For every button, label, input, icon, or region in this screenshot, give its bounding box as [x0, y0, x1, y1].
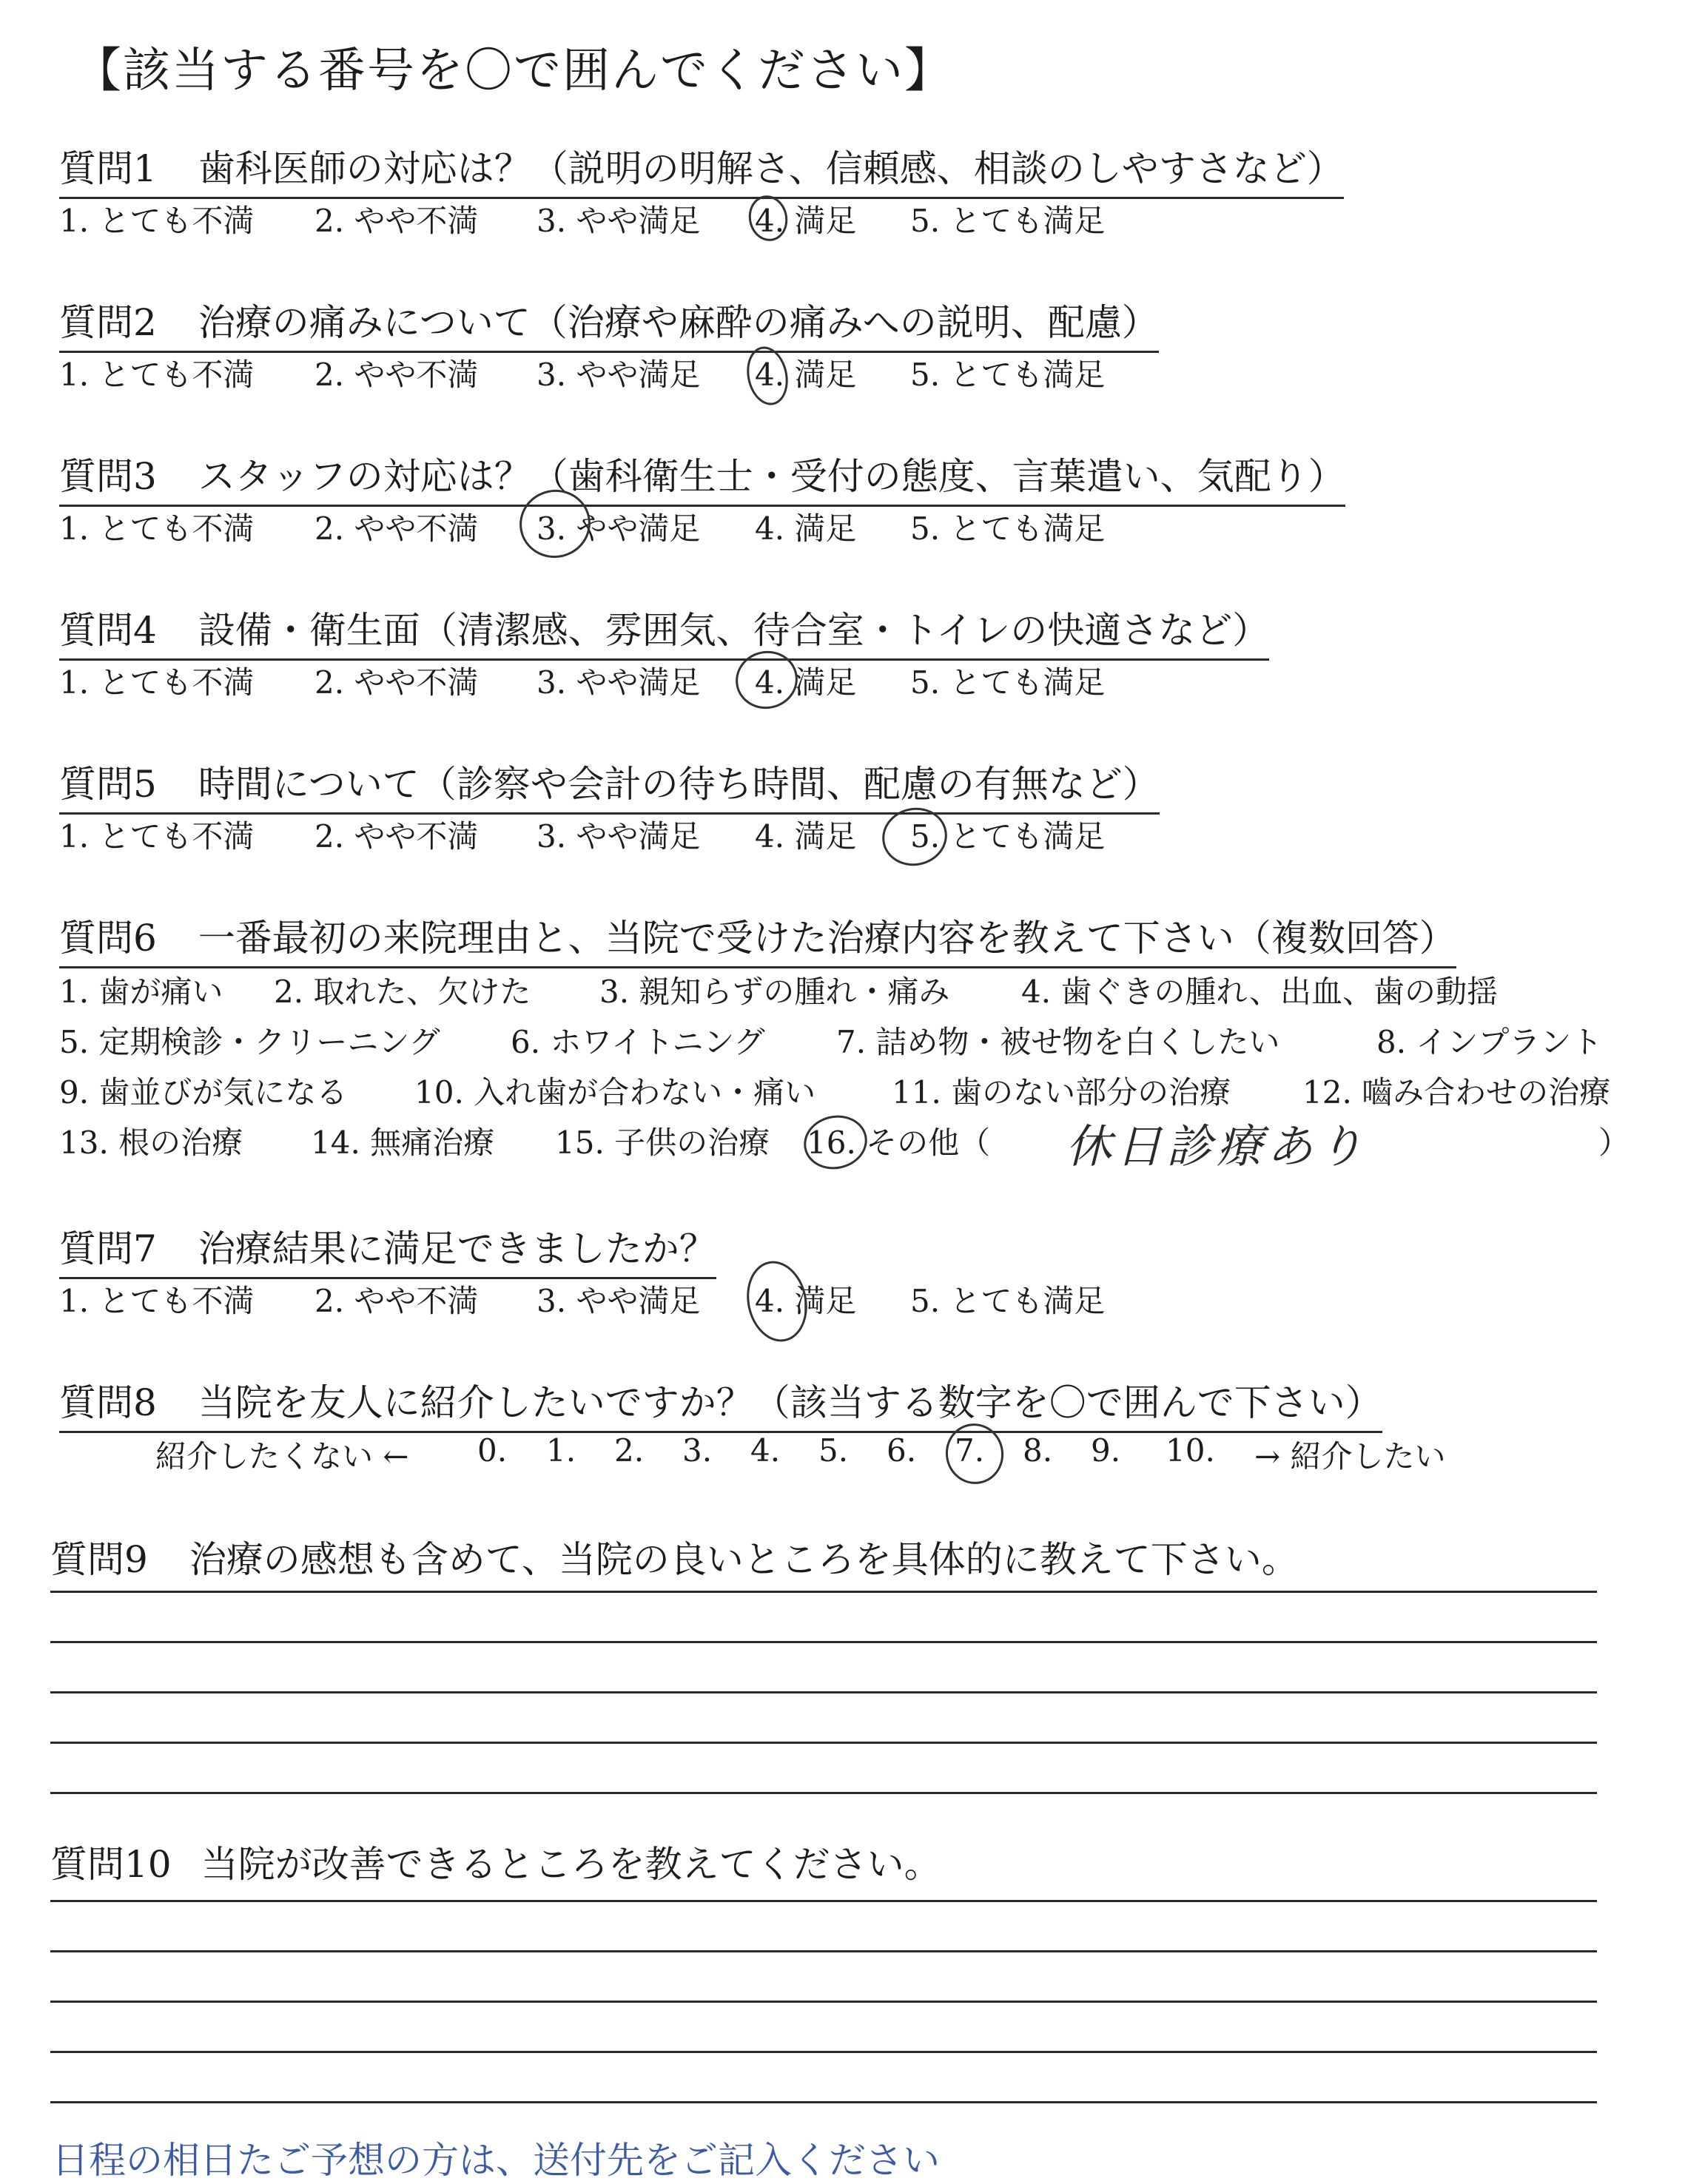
- scale-right-label: → 紹介したい: [1254, 1438, 1446, 1474]
- question-title: 質問6 一番最初の来院理由と、当院で受けた治療内容を教えて下さい（複数回答）: [59, 909, 1456, 968]
- option-11[interactable]: 11. 歯のない部分の治療: [892, 1074, 1231, 1110]
- option-10[interactable]: 10. 入れ歯が合わない・痛い: [414, 1074, 816, 1110]
- option-5[interactable]: 5. 定期検診・クリーニング: [59, 1024, 440, 1060]
- scale-10[interactable]: 10.: [1166, 1432, 1215, 1469]
- option-7[interactable]: 7. 詰め物・被せ物を白くしたい: [836, 1024, 1280, 1060]
- option-6[interactable]: 6. ホワイトニング: [511, 1024, 765, 1060]
- option-5[interactable]: 5. とても満足: [910, 203, 1106, 239]
- option-5[interactable]: 5. とても満足: [910, 357, 1106, 393]
- option-2[interactable]: 2. やや不満: [315, 664, 479, 701]
- option-3[interactable]: 3. やや満足: [537, 203, 701, 239]
- option-3[interactable]: 3. やや満足: [537, 510, 701, 547]
- question-title: 質問5 時間について（診察や会計の待ち時間、配慮の有無など）: [59, 755, 1160, 815]
- answer-line[interactable]: [50, 2051, 1597, 2053]
- option-4[interactable]: 4. 満足: [755, 664, 857, 701]
- option-5[interactable]: 5. とても満足: [910, 510, 1106, 547]
- option-4[interactable]: 4. 満足: [755, 510, 857, 547]
- answer-line[interactable]: [50, 2001, 1597, 2003]
- option-16[interactable]: 16. その他（: [807, 1125, 991, 1161]
- option-1[interactable]: 1. とても不満: [59, 203, 255, 239]
- scale-0[interactable]: 0.: [477, 1432, 508, 1469]
- answer-line[interactable]: [50, 1591, 1597, 1593]
- answer-line[interactable]: [50, 1950, 1597, 1952]
- scale-left-label: 紹介したくない ←: [155, 1438, 409, 1474]
- question-title: 質問9 治療の感想も含めて、当院の良いところを具体的に教えて下さい。: [50, 1538, 1299, 1581]
- other-close-paren: ）: [1598, 1125, 1630, 1161]
- question-title: 質問7 治療結果に満足できましたか？: [59, 1219, 716, 1279]
- answer-line[interactable]: [50, 1900, 1597, 1902]
- question-title: 質問3 スタッフの対応は？（歯科衛生士・受付の態度、言葉遣い、気配り）: [59, 447, 1345, 507]
- option-1[interactable]: 1. とても不満: [59, 357, 255, 393]
- option-3[interactable]: 3. やや満足: [537, 818, 701, 855]
- scale-1[interactable]: 1.: [546, 1432, 576, 1469]
- scale-2[interactable]: 2.: [614, 1432, 645, 1469]
- scale-6[interactable]: 6.: [887, 1432, 917, 1469]
- option-3[interactable]: 3. やや満足: [537, 664, 701, 701]
- option-2[interactable]: 2. やや不満: [315, 510, 479, 547]
- other-handwritten-answer[interactable]: 休日診療あり: [1066, 1119, 1368, 1173]
- scale-3[interactable]: 3.: [682, 1432, 713, 1469]
- option-4[interactable]: 4. 歯ぐきの腫れ、出血、歯の動揺: [1021, 974, 1498, 1010]
- option-4[interactable]: 4. 満足: [755, 818, 857, 855]
- option-1[interactable]: 1. 歯が痛い: [59, 974, 223, 1010]
- answer-line[interactable]: [50, 2101, 1597, 2103]
- footer-note: 日程の相日たご予想の方は、送付先をご記入ください: [52, 2139, 940, 2182]
- option-5[interactable]: 5. とても満足: [910, 664, 1106, 701]
- answer-line[interactable]: [50, 1742, 1597, 1744]
- option-2[interactable]: 2. やや不満: [315, 1283, 479, 1319]
- option-3[interactable]: 3. やや満足: [537, 357, 701, 393]
- option-5[interactable]: 5. とても満足: [910, 818, 1106, 855]
- scale-9[interactable]: 9.: [1091, 1432, 1121, 1469]
- option-2[interactable]: 2. 取れた、欠けた: [274, 974, 531, 1010]
- option-1[interactable]: 1. とても不満: [59, 510, 255, 547]
- option-2[interactable]: 2. やや不満: [315, 357, 479, 393]
- option-3[interactable]: 3. やや満足: [537, 1283, 701, 1319]
- option-9[interactable]: 9. 歯並びが気になる: [59, 1074, 348, 1110]
- option-14[interactable]: 14. 無痛治療: [311, 1125, 495, 1161]
- option-1[interactable]: 1. とても不満: [59, 818, 255, 855]
- question-title: 質問8 当院を友人に紹介したいですか？（該当する数字を〇で囲んで下さい）: [59, 1373, 1382, 1433]
- scale-7[interactable]: 7.: [955, 1432, 985, 1469]
- option-4[interactable]: 4. 満足: [755, 203, 857, 239]
- option-5[interactable]: 5. とても満足: [910, 1283, 1106, 1319]
- question-title: 質問2 治療の痛みについて（治療や麻酔の痛みへの説明、配慮）: [59, 293, 1159, 353]
- option-12[interactable]: 12. 嚙み合わせの治療: [1302, 1074, 1611, 1110]
- option-2[interactable]: 2. やや不満: [315, 818, 479, 855]
- option-2[interactable]: 2. やや不満: [315, 203, 479, 239]
- selection-mark: [739, 1256, 814, 1347]
- question-title: 質問4 設備・衛生面（清潔感、雰囲気、待合室・トイレの快適さなど）: [59, 601, 1269, 661]
- option-4[interactable]: 4. 満足: [755, 357, 857, 393]
- option-15[interactable]: 15. 子供の治療: [555, 1125, 770, 1161]
- scale-8[interactable]: 8.: [1023, 1432, 1053, 1469]
- scale-5[interactable]: 5.: [818, 1432, 849, 1469]
- answer-line[interactable]: [50, 1792, 1597, 1794]
- option-1[interactable]: 1. とても不満: [59, 1283, 255, 1319]
- option-13[interactable]: 13. 根の治療: [59, 1125, 243, 1161]
- answer-line[interactable]: [50, 1641, 1597, 1643]
- option-4[interactable]: 4. 満足: [755, 1283, 857, 1319]
- option-8[interactable]: 8. インプラント: [1376, 1024, 1603, 1060]
- scale-4[interactable]: 4.: [750, 1432, 781, 1469]
- page-title: 【該当する番号を〇で囲んでください】: [74, 44, 953, 98]
- question-title: 質問1 歯科医師の対応は？（説明の明解さ、信頼感、相談のしやすさなど）: [59, 139, 1344, 199]
- question-title: 質問10 当院が改善できるところを教えてください。: [50, 1843, 941, 1886]
- answer-line[interactable]: [50, 1691, 1597, 1693]
- option-1[interactable]: 1. とても不満: [59, 664, 255, 701]
- option-3[interactable]: 3. 親知らずの腫れ・痛み: [599, 974, 950, 1010]
